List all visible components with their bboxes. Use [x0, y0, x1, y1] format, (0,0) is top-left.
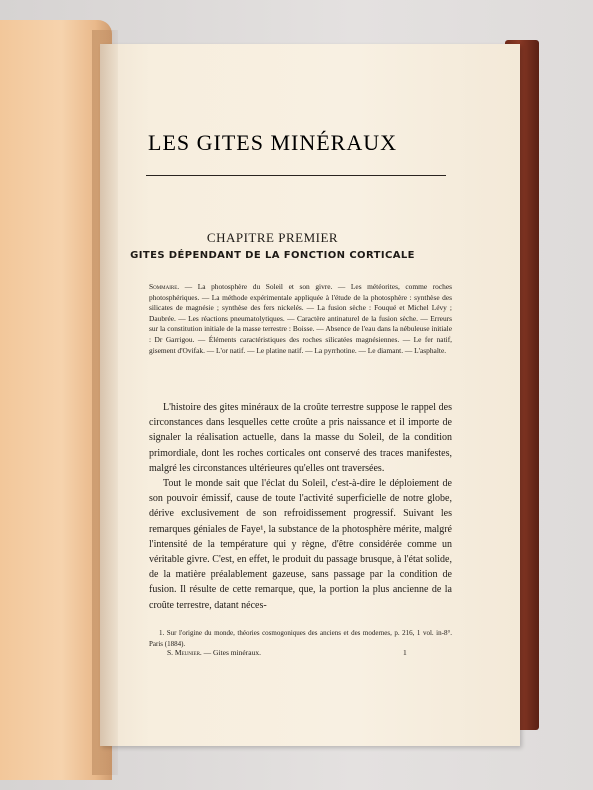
footnote: 1. Sur l'origine du monde, théories cosmogoniques des anciens et des modernes, p. 216, 1 vol. in-8°. Paris (1884). [149, 629, 452, 648]
summary-lead: Sommaire. [149, 282, 180, 291]
chapter-subtitle: GITES DÉPENDANT DE LA FONCTION CORTICALE [130, 250, 415, 261]
footer-author: S. Meunier. [167, 648, 202, 657]
page-number: 1 [403, 648, 407, 657]
chapter-heading: CHAPITRE PREMIER [206, 230, 339, 245]
chapter-summary [149, 282, 452, 356]
book-page [100, 44, 520, 746]
paragraph: Tout le monde sait que l'éclat du Soleil, c'est-à-dire le déploiement de son pouvoir émissif, cause de toute l'activité superficielle de notre globe, dérive exclusivement de son refroidissement progressif. Suivant les remarques géniales de Faye¹, la substance de la photosphère mérite, malgré l'intensité de la température qui y règne, d'être considérée comme un véritable givre. C'est, en effet, le produit du passage brusque, à l'état solide, de la matière préalablement gazeuse, sans passage par la condition de fusion. Il résulte de cette remarque, que, la portion la plus ancienne de la croûte terrestre, datant néces- [149, 478, 452, 611]
summary-text: — La photosphère du Soleil et son givre. — Les météorites, comme roches photosphériques. — La méthode expérimentale appliquée à l'étude de la photosphère : synthèse des silicates de magnésie ; synthèse des fers nickelés. — La fusion sèche : Fouqué et Michel Lévy ; Daubrée. — Les réactions pneumatolytiques. — Caractère antinaturel de la fusion sèche. — Erreurs sur la constitution initiale de la masse terrestre : Boisse. — Absence de l'eau dans la nébuleuse initiale : Dr Garrigou. — Éléments caractéristiques des roches silicatées magnésiennes. — Le fer natif, gisement d'Ovifak. — L'or natif. — Le platine natif. — La pyrrhotine. — Le diamant. — L'asphalte. [149, 282, 452, 355]
footer-signature [167, 648, 261, 657]
paragraph: L'histoire des gites minéraux de la croûte terrestre suppose le rappel des circonstances dans lesquelles cette croûte a pris naissance et il importe de signaler la réalisation actuelle, dans la masse du Soleil, de la condition primordiale, dont les roches corticales ont conservé des traces manifestes, malgré les circonstances ultérieures qu'elles ont traversées. [149, 402, 452, 474]
footer-title: — Gites minéraux. [201, 648, 261, 657]
body-text [149, 400, 452, 613]
page-gutter-shadow [92, 30, 118, 775]
page-title: LES GITES MINÉRAUX [148, 130, 397, 155]
title-rule [146, 175, 446, 176]
